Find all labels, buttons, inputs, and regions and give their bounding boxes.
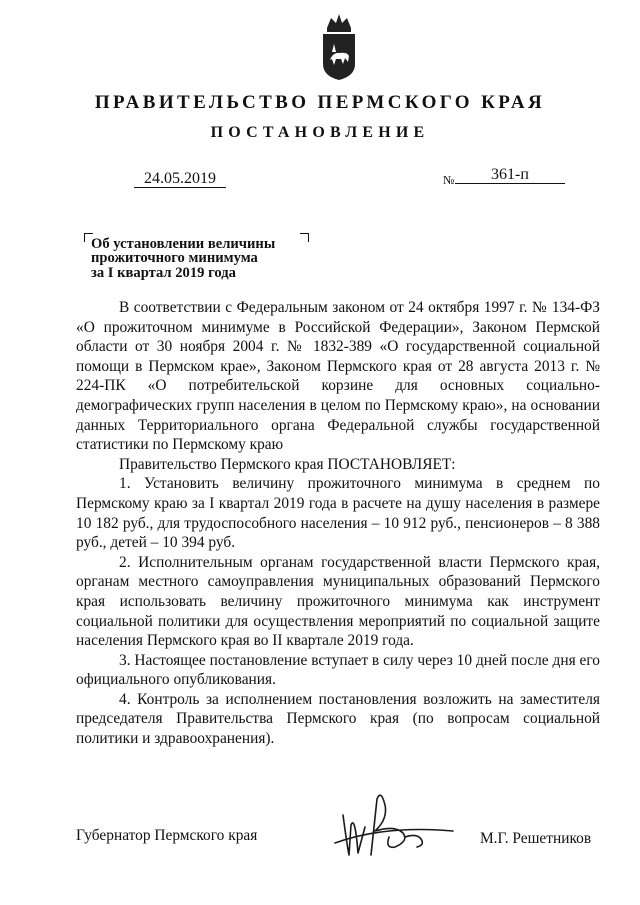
resolves-paragraph: Правительство Пермского края ПОСТАНОВЛЯЕТ: — [119, 455, 456, 473]
document-subject — [91, 237, 311, 280]
subject-line: за I квартал 2019 года — [91, 264, 236, 281]
item-4-paragraph: 4. Контроль за исполнением постановления возложить на заместителя председателя Правительства Пермского края (по вопросам социальной политики и здравоохранения). — [76, 690, 600, 748]
document-date: 24.05.2019 — [134, 170, 226, 188]
item-3-paragraph: 3. Настоящее постановление вступает в силу через 10 дней после дня его официального опубликования. — [76, 651, 600, 689]
document-body — [76, 298, 600, 749]
document-number: 361-п — [455, 166, 565, 184]
perm-krai-coat-of-arms-icon — [317, 12, 361, 82]
subject-line: Об установлении величины — [91, 236, 276, 252]
item-1-paragraph: 1. Установить величину прожиточного минимума в среднем по Пермскому краю за I квартал 2019 года в расчете на душу населения в размере 10 182 руб., для трудоспособного населения – 10 912 руб., пенсионеров – 8 388 руб., детей – 10 394 руб. — [76, 475, 600, 552]
item-2-paragraph: 2. Исполнительным органам государственной власти Пермского края, органам местного самоуправления муниципальных образований Пермского края использовать величину прожиточного минимума как инструмент социальной политики для осуществления мероприятий по социальной защите населения Пермского края во II квартале 2019 года. — [76, 553, 600, 650]
handwritten-signature-icon — [325, 775, 465, 865]
signatory-title: Губернатор Пермского края — [76, 827, 258, 844]
preamble-paragraph: В соответствии с Федеральным законом от 24 октября 1997 г. № 134-ФЗ «О прожиточном минимуме в Российской Федерации», Законом Пермской области от 30 ноября 2004 г. № 1832-389 «О государственной социальной помощи в Пермском крае», Законом Пермского края от 28 августа 2013 г. № 224-ПК «О потребительской корзине для основных социально-демографических групп населения в целом по Пермскому краю», на основании данных Территориального органа Федеральной службы государственной статистики по Пермскому краю — [76, 299, 600, 454]
subject-line: прожиточного минимума — [91, 250, 258, 267]
organization-title: ПРАВИТЕЛЬСТВО ПЕРМСКОГО КРАЯ — [94, 92, 546, 113]
document-type: ПОСТАНОВЛЕНИЕ — [210, 124, 430, 141]
signatory-name: М.Г. Решетников — [480, 830, 592, 847]
number-label: № — [443, 173, 455, 187]
